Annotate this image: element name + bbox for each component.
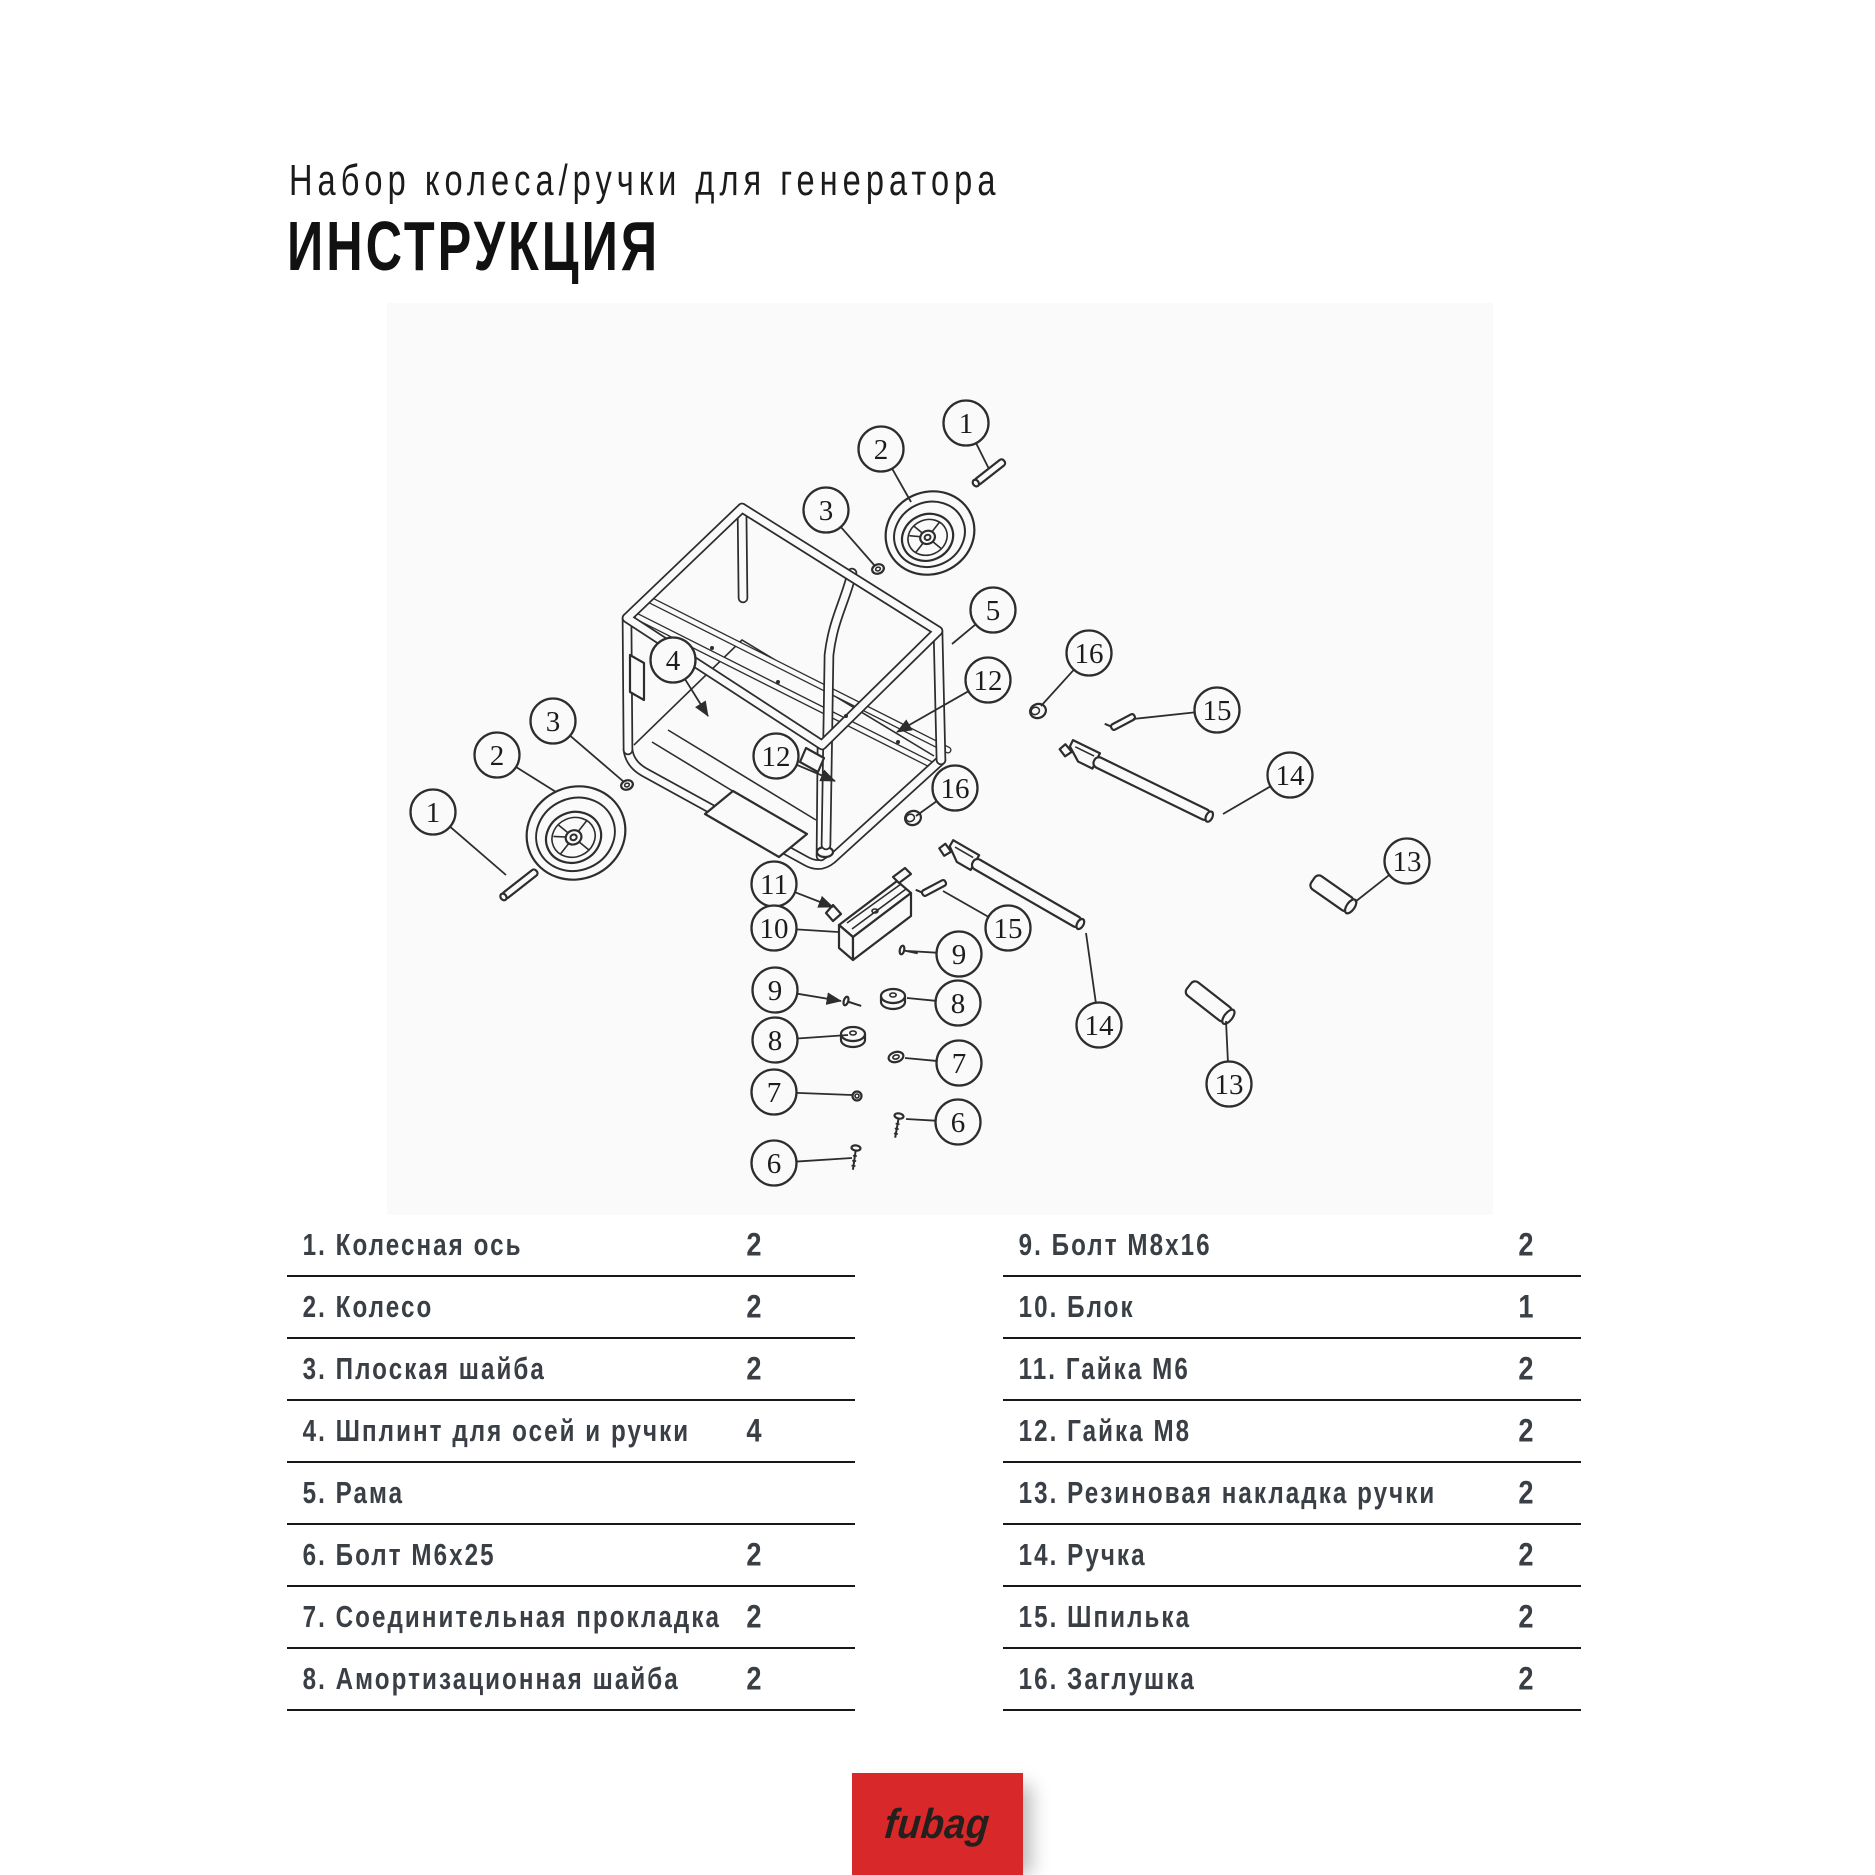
part-qty: 2 [1518,1412,1534,1449]
part-name: 14. Ручка [1018,1537,1147,1572]
callout-13 [1207,1062,1252,1107]
callout-11 [752,862,797,907]
callout-7 [937,1041,982,1086]
part-qty: 2 [746,1288,762,1325]
leader-line [795,892,833,907]
callout-number: 12 [973,665,1003,697]
callout-9 [753,968,798,1013]
callout-number: 3 [545,706,561,738]
leader-line [1133,712,1195,719]
leader-line [1226,1021,1228,1062]
table-row [1003,1463,1581,1525]
leader-line [516,767,556,792]
leader-line [1355,875,1389,902]
leader-line [796,1093,852,1095]
rubber-pad [705,791,807,857]
callout-1 [411,790,456,835]
callout-number: 16 [1074,638,1104,670]
callout-14 [1077,1003,1122,1048]
callout-4 [651,638,696,683]
callout-number: 4 [665,645,681,677]
page-subtitle: Набор колеса/ручки для генератора [289,156,1001,205]
callout-number: 16 [940,773,970,805]
callout-3 [804,488,849,533]
table-row [287,1463,855,1525]
cap-upper [1028,702,1048,721]
callout-12 [754,734,799,779]
callout-number: 2 [489,740,505,772]
callout-2 [859,427,904,472]
part-qty: 2 [746,1536,762,1573]
callout-number: 1 [425,797,441,829]
callout-number: 15 [1202,695,1232,727]
callout-number: 6 [950,1107,966,1139]
callout-12 [966,658,1011,703]
callout-10 [752,906,797,951]
leader-line [905,1058,937,1061]
part-name: 13. Резиновая накладка ручки [1018,1475,1437,1510]
rubber-grip-right [1308,873,1358,915]
part-qty: 2 [1518,1226,1534,1263]
parts-column-right [1003,1215,1581,1711]
callout-15 [986,906,1031,951]
callout-number: 2 [873,434,889,466]
leader-line [841,527,875,566]
part-name: 4. Шплинт для осей и ручки [302,1413,691,1448]
callout-number: 13 [1392,846,1422,878]
leader-line [906,1119,936,1121]
leader-line [1223,786,1271,814]
callout-number: 8 [950,988,966,1020]
part-name: 16. Заглушка [1018,1661,1196,1696]
leader-line [907,998,936,1001]
part-qty: 2 [746,1598,762,1635]
leader-line [1086,933,1096,1003]
callout-5 [971,588,1016,633]
gasket-left [853,1092,862,1101]
part-name: 11. Гайка М6 [1018,1351,1190,1386]
leader-line [570,736,624,782]
callout-number: 3 [818,495,834,527]
leader-line [892,469,911,502]
part-qty: 2 [1518,1474,1534,1511]
table-row [287,1277,855,1339]
handle-right [1058,737,1216,826]
leader-line [897,691,968,732]
leader-line [916,801,937,816]
callout-9 [937,932,982,977]
callout-6 [752,1141,797,1186]
callout-number: 1 [958,408,974,440]
callout-number: 11 [760,869,788,901]
table-row [1003,1401,1581,1463]
callout-number: 15 [993,913,1023,945]
stud-right [1105,710,1136,733]
leader-line [952,624,976,644]
shock-washer-right [881,989,905,1009]
part-qty: 2 [1518,1536,1534,1573]
leader-line [976,443,989,469]
part-qty: 4 [746,1412,762,1449]
callout-number: 9 [767,975,783,1007]
part-qty: 1 [1518,1288,1534,1325]
callout-number: 7 [951,1048,967,1080]
fubag-logo-text: fubag [882,1800,993,1847]
table-row [1003,1339,1581,1401]
table-row [1003,1525,1581,1587]
wheel-upper [872,477,988,589]
callout-1 [944,401,989,446]
part-name: 1. Колесная ось [302,1227,523,1262]
callout-3 [531,699,576,744]
part-name: 10. Блок [1018,1289,1135,1324]
callout-number: 7 [766,1077,782,1109]
table-row [287,1525,855,1587]
part-qty: 2 [746,1350,762,1387]
callout-6 [936,1100,981,1145]
callout-8 [753,1018,798,1063]
table-row [287,1339,855,1401]
table-row [287,1587,855,1649]
part-name: 5. Рама [302,1475,405,1510]
callout-16 [1067,631,1112,676]
part-name: 15. Шпилька [1018,1599,1192,1634]
part-name: 2. Колесо [302,1289,434,1324]
callout-number: 13 [1214,1069,1244,1101]
table-row [287,1401,855,1463]
callout-16 [933,766,978,811]
callout-14 [1268,753,1313,798]
callout-number: 14 [1275,760,1305,792]
part-qty: 2 [1518,1598,1534,1635]
part-name: 6. Болт М6х25 [302,1537,496,1572]
leader-line [450,827,506,875]
parts-column-left [287,1215,855,1711]
axle-pin-upper [971,458,1006,488]
stud-left [916,876,947,899]
callout-13 [1385,839,1430,884]
gasket-right [887,1050,904,1064]
leader-line [1041,670,1074,706]
callout-number: 9 [951,939,967,971]
cap-lower [903,809,923,828]
part-name: 3. Плоская шайба [302,1351,546,1386]
rubber-grip-lower [1184,979,1237,1026]
part-name: 9. Болт М8х16 [1018,1227,1212,1262]
table-row [1003,1277,1581,1339]
leader-line [797,994,841,1001]
callout-number: 10 [759,913,789,945]
part-qty: 2 [1518,1660,1534,1697]
table-row [287,1215,855,1277]
fubag-logo [852,1773,1023,1875]
leader-line [943,891,988,917]
callout-7 [752,1070,797,1115]
table-row [1003,1215,1581,1277]
callout-number: 6 [766,1148,782,1180]
page-title: ИНСТРУКЦИЯ [287,207,661,285]
callout-8 [936,981,981,1026]
part-qty: 2 [746,1660,762,1697]
leader-line [796,929,838,932]
callout-2 [475,733,520,778]
bolt-m8-left [843,996,863,1010]
callout-number: 8 [767,1025,783,1057]
table-row [1003,1587,1581,1649]
bolt-m6-right [891,1113,904,1139]
table-row [1003,1649,1581,1711]
callout-number: 5 [985,595,1001,627]
callout-number: 12 [761,741,791,773]
exploded-view-diagram [350,300,1510,1230]
block [826,868,911,960]
part-qty: 2 [746,1226,762,1263]
part-name: 7. Соединительная прокладка [302,1599,721,1634]
shock-washer-left [841,1027,865,1047]
leader-line [796,1158,852,1162]
part-name: 8. Амортизационная шайба [302,1661,680,1696]
callout-number: 14 [1084,1010,1114,1042]
table-row [287,1649,855,1711]
part-name: 12. Гайка М8 [1018,1413,1192,1448]
part-qty: 2 [1518,1350,1534,1387]
callout-15 [1195,688,1240,733]
